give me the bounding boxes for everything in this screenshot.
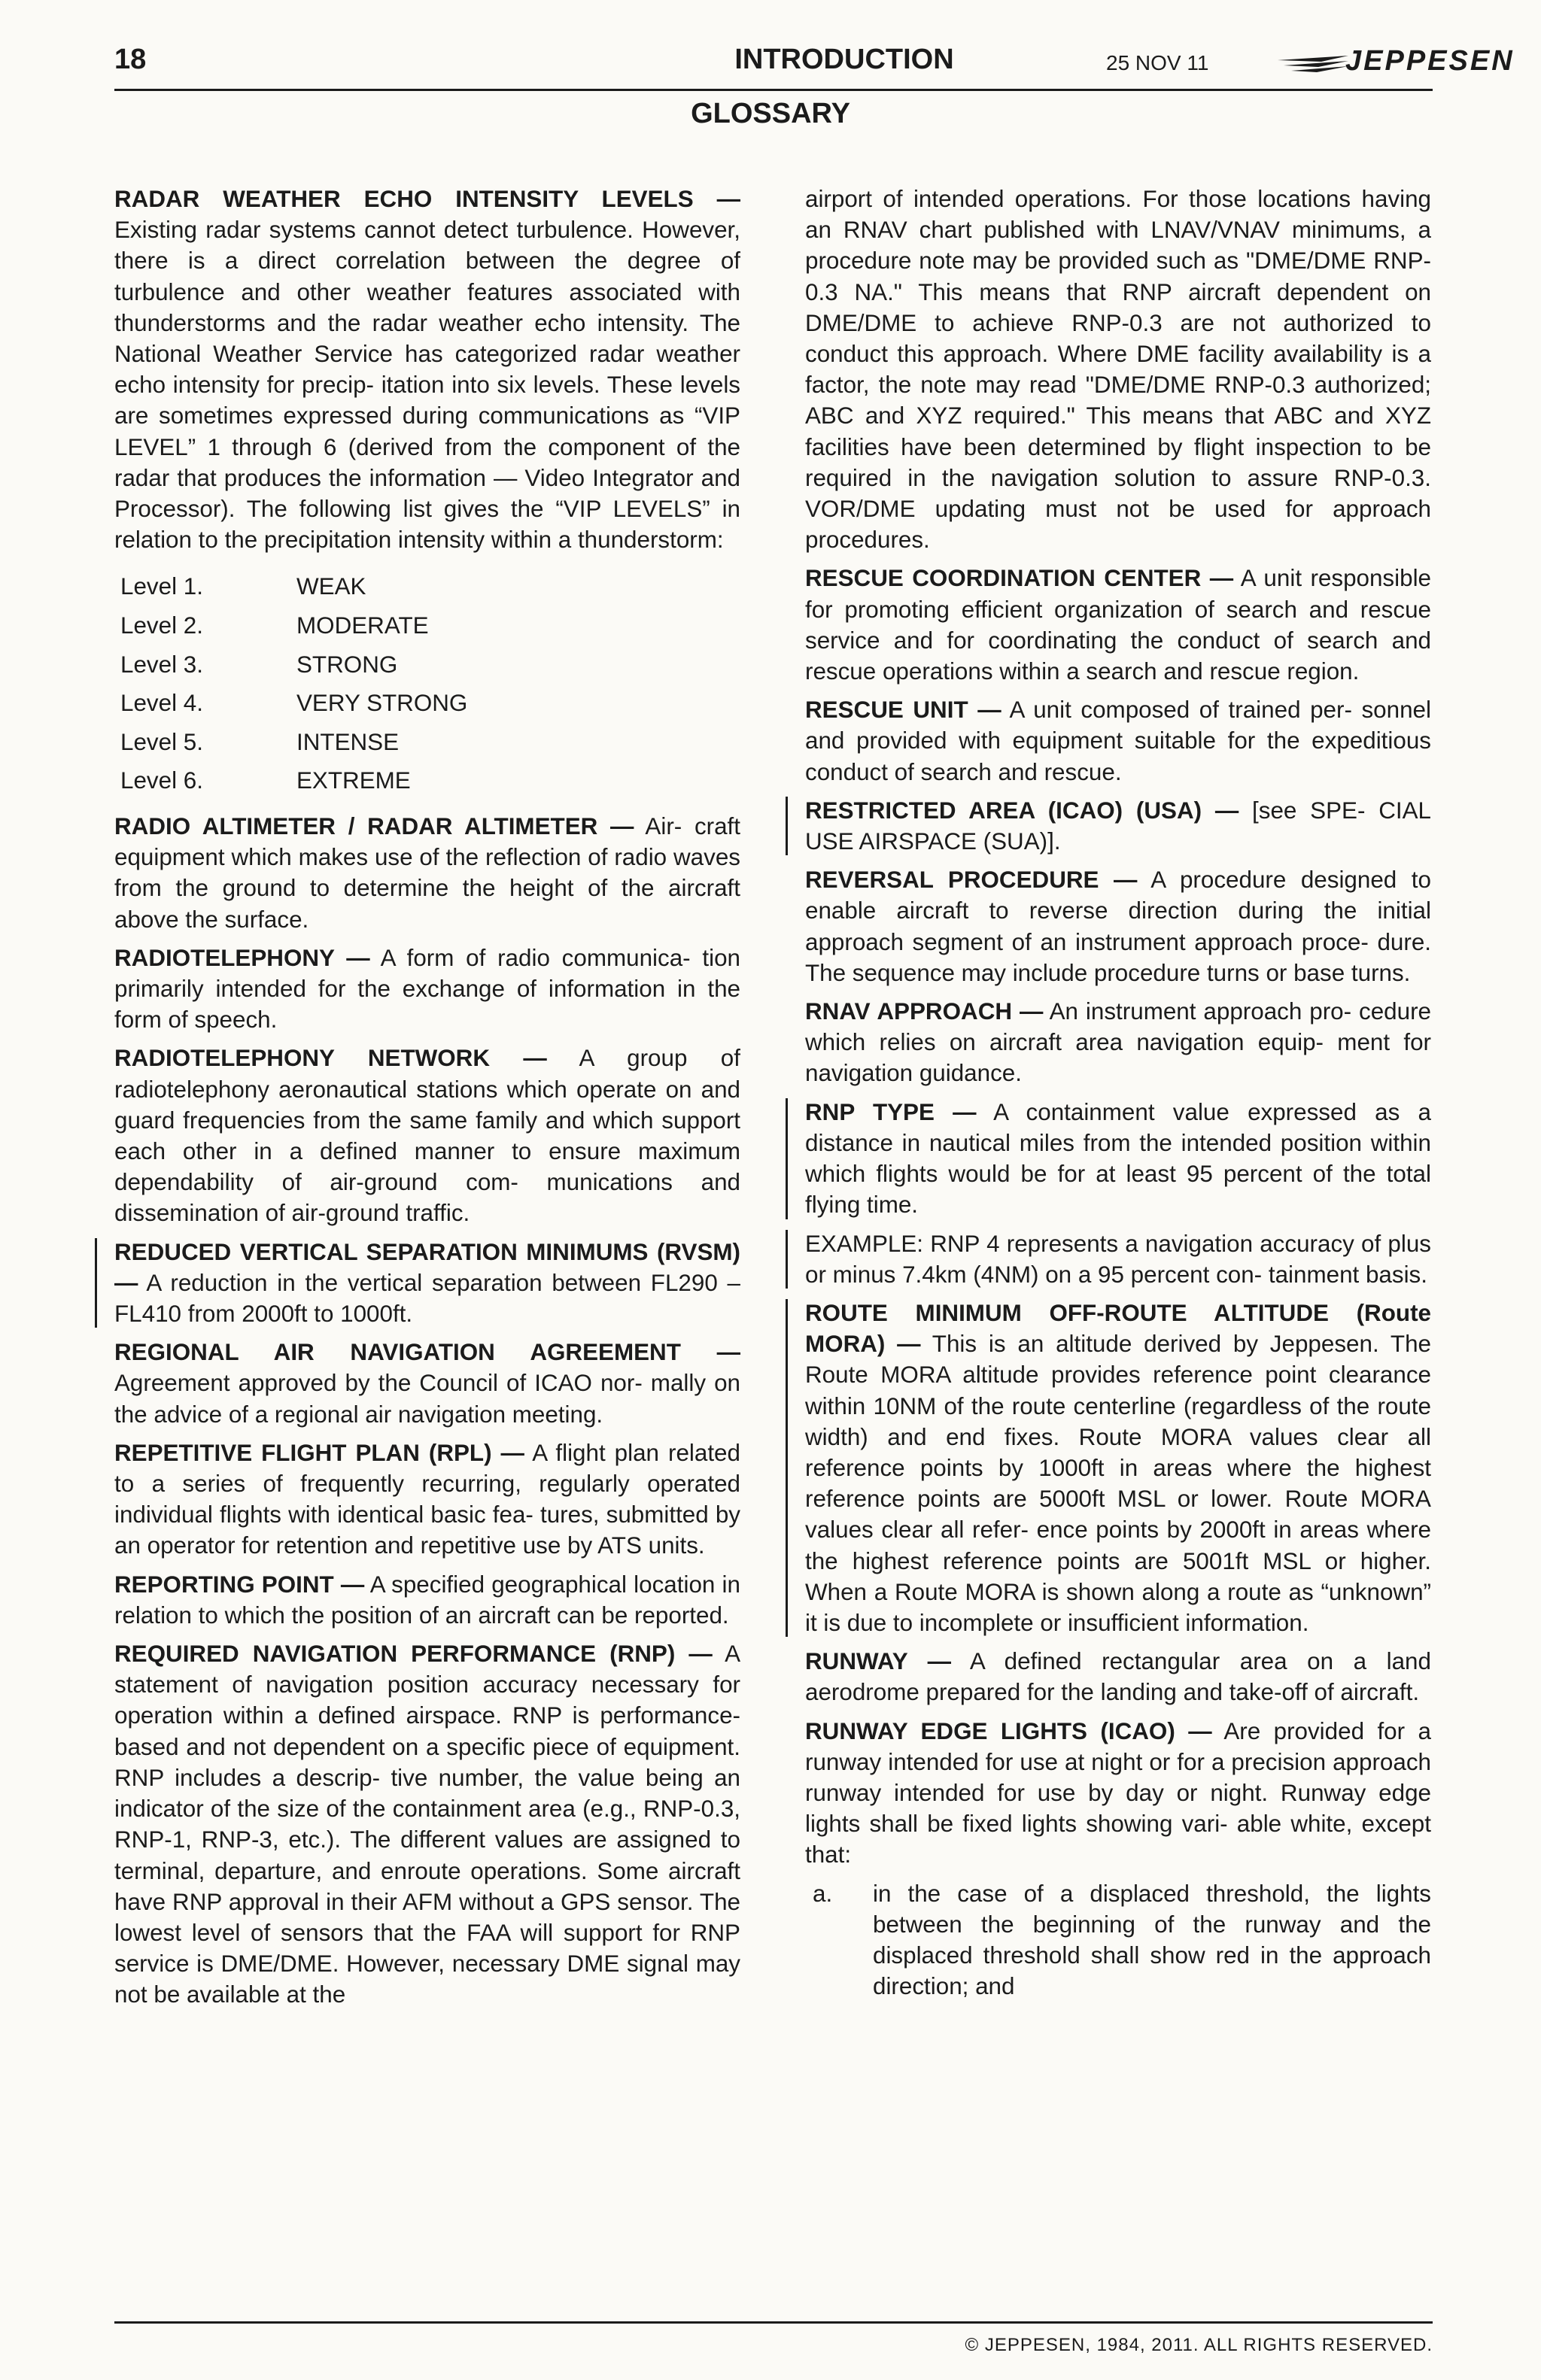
entry-text: Air- craft equipment which makes use of the reflection of radio waves from the ground to determine the height of the aircraft above the surface. xyxy=(114,813,740,933)
copyright-notice: © JEPPESEN, 1984, 2011. ALL RIGHTS RESERVED. xyxy=(965,2335,1433,2355)
level-intensity: VERY STRONG xyxy=(296,690,468,717)
entry-text: A flight plan related to a series of frequently recurring, regularly operated individual flights with identical basic fea- tures, submitted by an operator for retention and repetitive use by ATS units. xyxy=(114,1439,740,1559)
entry-text: A unit composed of trained per- sonnel and provided with equipment suitable for the expeditious conduct of search and rescue. xyxy=(805,697,1431,785)
glossary-entry xyxy=(114,1043,740,1228)
entry-term: RADIO ALTIMETER / RADAR ALTIMETER — xyxy=(114,813,634,839)
level-number: Level 2. xyxy=(120,612,203,639)
entry-text: A unit responsible for promoting efficient organization of search and rescue service and for coordinating the conduct of search and rescue operations within a search and rescue region. xyxy=(805,565,1431,685)
entry-term: REVERSAL PROCEDURE — xyxy=(805,867,1138,894)
revision-bar xyxy=(786,1098,788,1219)
entry-text: An instrument approach pro- cedure which relies on aircraft area navigation equip- ment for navigation guidance. xyxy=(805,998,1432,1087)
level-intensity: WEAK xyxy=(296,573,366,600)
entry-term: RESCUE UNIT — xyxy=(805,697,1001,724)
glossary-entry xyxy=(805,996,1431,1089)
brand-wordmark: JEPPESEN xyxy=(1345,45,1515,77)
glossary-entry xyxy=(114,1437,740,1562)
entry-term: RNP TYPE — xyxy=(805,1098,977,1125)
list-item xyxy=(120,723,740,762)
jeppesen-swoosh-icon xyxy=(1276,54,1351,75)
entry-term: REPETITIVE FLIGHT PLAN (RPL) — xyxy=(114,1439,524,1466)
level-intensity: EXTREME xyxy=(296,767,411,794)
entry-term: RADIOTELEPHONY — xyxy=(114,944,370,971)
entry-text: A containment value expressed as a distance in nautical miles from the intended position within which flights would be for at least 95 percent of the total flying time. xyxy=(805,1098,1431,1219)
glossary-entry xyxy=(114,811,740,935)
list-item xyxy=(805,1878,1431,2002)
glossary-entry xyxy=(114,1638,740,2010)
page-number: 18 xyxy=(114,44,147,75)
entry-term: ROUTE MINIMUM OFF-ROUTE ALTITUDE (Route MORA) — xyxy=(805,1299,1431,1358)
entry-text: Are provided for a runway intended for use at night or for a precision approach runway intended for use by day or night. Runway edge lights shall be fixed lights showing vari- able white, except that: xyxy=(805,1717,1431,1868)
revision-bar xyxy=(786,1230,788,1289)
entry-text: Existing radar systems cannot detect turbulence. However, there is a direct correlation between the degree of turbulence and other weather features associated with thunderstorms and the radar weather echo intensity. The National Weather Service has categorized radar weather echo intensity for precip- itation into six levels. These levels are sometimes expressed during communications as “VIP LEVEL” 1 through 6 (derived from the component of the radar that produces the information — Video Integrator and Processor). The following list gives the “VIP LEVELS” in relation to the precipitation intensity within a thunderstorm: xyxy=(114,217,740,554)
level-intensity: STRONG xyxy=(296,651,398,678)
glossary-example xyxy=(805,1228,1431,1290)
left-column xyxy=(114,184,740,2018)
entry-text: A procedure designed to enable aircraft to reverse direction during the initial approach segment of an instrument approach proce- dure. The sequence may include procedure turns or base turns. xyxy=(805,867,1431,986)
level-number: Level 3. xyxy=(120,651,203,678)
level-intensity: INTENSE xyxy=(296,728,400,755)
list-item xyxy=(120,645,740,685)
entry-term: RNAV APPROACH — xyxy=(805,998,1044,1025)
vip-levels-list xyxy=(120,567,740,800)
entry-term: REDUCED VERTICAL SEPARATION MINIMUMS (RVSM) — xyxy=(114,1238,740,1296)
glossary-entry xyxy=(805,795,1431,857)
glossary-entry xyxy=(805,1716,1431,1871)
glossary-entry xyxy=(805,563,1431,687)
glossary-entry xyxy=(114,1237,740,1330)
glossary-entry xyxy=(805,1298,1431,1638)
glossary-entry-continued: airport of intended operations. For those locations having an RNAV chart published with LNAV/VNAV minimums, a procedure note may be provided such as "DME/DME RNP-0.3 NA." This means that RNP aircraft dependent on DME/DME to achieve RNP-0.3 are not authorized to conduct this approach. Where DME facility availability is a factor, the note may read "DME/DME RNP-0.3 authorized; ABC and XYZ required." This means that ABC and XYZ facilities have been determined by flight inspection to be required in the navigation solution to assure RNP-0.3. VOR/DME updating must not be used for approach procedures. xyxy=(805,186,1431,554)
level-intensity: MODERATE xyxy=(296,612,429,639)
list-item-text: in the case of a displaced threshold, the lights between the beginning of the runway and the displaced threshold shall show red in the approach direction; and xyxy=(873,1880,1431,2000)
entry-text: A group of radiotelephony aeronautical stations which operate on and guard frequencies from the same family and which support each other in a defined manner to ensure maximum dependability of air-ground com- munications and dissemination of air-ground traffic. xyxy=(114,1045,740,1227)
example-text: EXAMPLE: RNP 4 represents a navigation accuracy of plus or minus 7.4km (4NM) on a 95 percent con- tainment basis. xyxy=(805,1230,1431,1288)
level-number: Level 1. xyxy=(120,573,203,600)
glossary-entry xyxy=(114,184,740,555)
page-header xyxy=(114,42,1515,91)
entry-term: REQUIRED NAVIGATION PERFORMANCE (RNP) — xyxy=(114,1641,713,1668)
jeppesen-logo xyxy=(1276,47,1541,80)
entry-text: A statement of navigation position accuracy necessary for operation within a defined airspace. RNP is performance-based and not dependent on a specific piece of equipment. RNP includes a descrip- tive number, the value being an indicator of the size of the containment area (e.g., RNP-0.3, RNP-1, RNP-3, etc.). The different values are assigned to terminal, departure, and enroute operations. Some aircraft have RNP approval in their AFM without a GPS sensor. The lowest level of sensors that the FAA will support for RNP service is DME/DME. However, necessary DME signal may not be available at the xyxy=(114,1641,740,2008)
right-column xyxy=(805,184,1431,2002)
entry-term: RADIOTELEPHONY NETWORK — xyxy=(114,1045,547,1072)
glossary-entry xyxy=(114,1337,740,1430)
list-item xyxy=(120,684,740,723)
entry-text: A specified geographical location in relation to which the position of an aircraft can be reported. xyxy=(114,1571,740,1629)
list-item xyxy=(120,761,740,800)
entry-term: RESTRICTED AREA (ICAO) (USA) — xyxy=(805,797,1239,824)
glossary-entry xyxy=(114,943,740,1036)
glossary-entry xyxy=(805,694,1431,788)
entry-text: A form of radio communica- tion primarily intended for the exchange of information in the form of speech. xyxy=(114,944,740,1034)
entry-term: REGIONAL AIR NAVIGATION AGREEMENT — xyxy=(114,1339,740,1366)
level-number: Level 6. xyxy=(120,767,203,794)
revision-bar xyxy=(786,797,788,855)
list-item xyxy=(120,567,740,606)
page-heading: GLOSSARY xyxy=(691,98,850,129)
entry-term: REPORTING POINT — xyxy=(114,1571,365,1598)
entry-text: A defined rectangular area on a land aerodrome prepared for the landing and take-off of aircraft. xyxy=(805,1648,1431,1706)
level-number: Level 5. xyxy=(120,728,203,755)
glossary-entry xyxy=(805,1097,1431,1221)
glossary-entry xyxy=(805,864,1431,988)
list-item xyxy=(120,606,740,645)
entry-text: [see SPE- CIAL USE AIRSPACE (SUA)]. xyxy=(805,797,1431,855)
entry-text: This is an altitude derived by Jeppesen. The Route MORA altitude provides reference point clearance within 10NM of the route centerline (regardless of the route width) and end fixes. Route MORA values clear all reference points by 1000ft in areas where the highest reference points are 5000ft MSL or lower. Route MORA values clear all refer- ence points by 2000ft in areas where the highest reference points are 5001ft MSL or higher. When a Route MORA is shown along a route as “unknown” it is due to incomplete or insufficient information. xyxy=(805,1331,1431,1636)
edition-date: 25 NOV 11 xyxy=(1106,51,1209,74)
revision-bar xyxy=(786,1299,788,1637)
revision-bar xyxy=(95,1238,97,1328)
exception-list xyxy=(805,1878,1431,2002)
footer-divider xyxy=(114,2321,1433,2324)
entry-term: RUNWAY EDGE LIGHTS (ICAO) — xyxy=(805,1717,1212,1744)
entry-term: RUNWAY — xyxy=(805,1648,952,1675)
entry-term: RESCUE COORDINATION CENTER — xyxy=(805,565,1234,592)
list-item-label: a. xyxy=(813,1880,833,1907)
entry-term: RADAR WEATHER ECHO INTENSITY LEVELS — xyxy=(114,186,740,212)
glossary-entry xyxy=(114,1569,740,1631)
entry-text: Agreement approved by the Council of ICAO nor- mally on the advice of a regional air navigation meeting. xyxy=(114,1370,740,1428)
level-number: Level 4. xyxy=(120,690,203,717)
glossary-entry xyxy=(805,1646,1431,1708)
section-title: INTRODUCTION xyxy=(734,44,954,75)
entry-text: A reduction in the vertical separation between FL290 – FL410 from 2000ft to 1000ft. xyxy=(114,1269,740,1328)
